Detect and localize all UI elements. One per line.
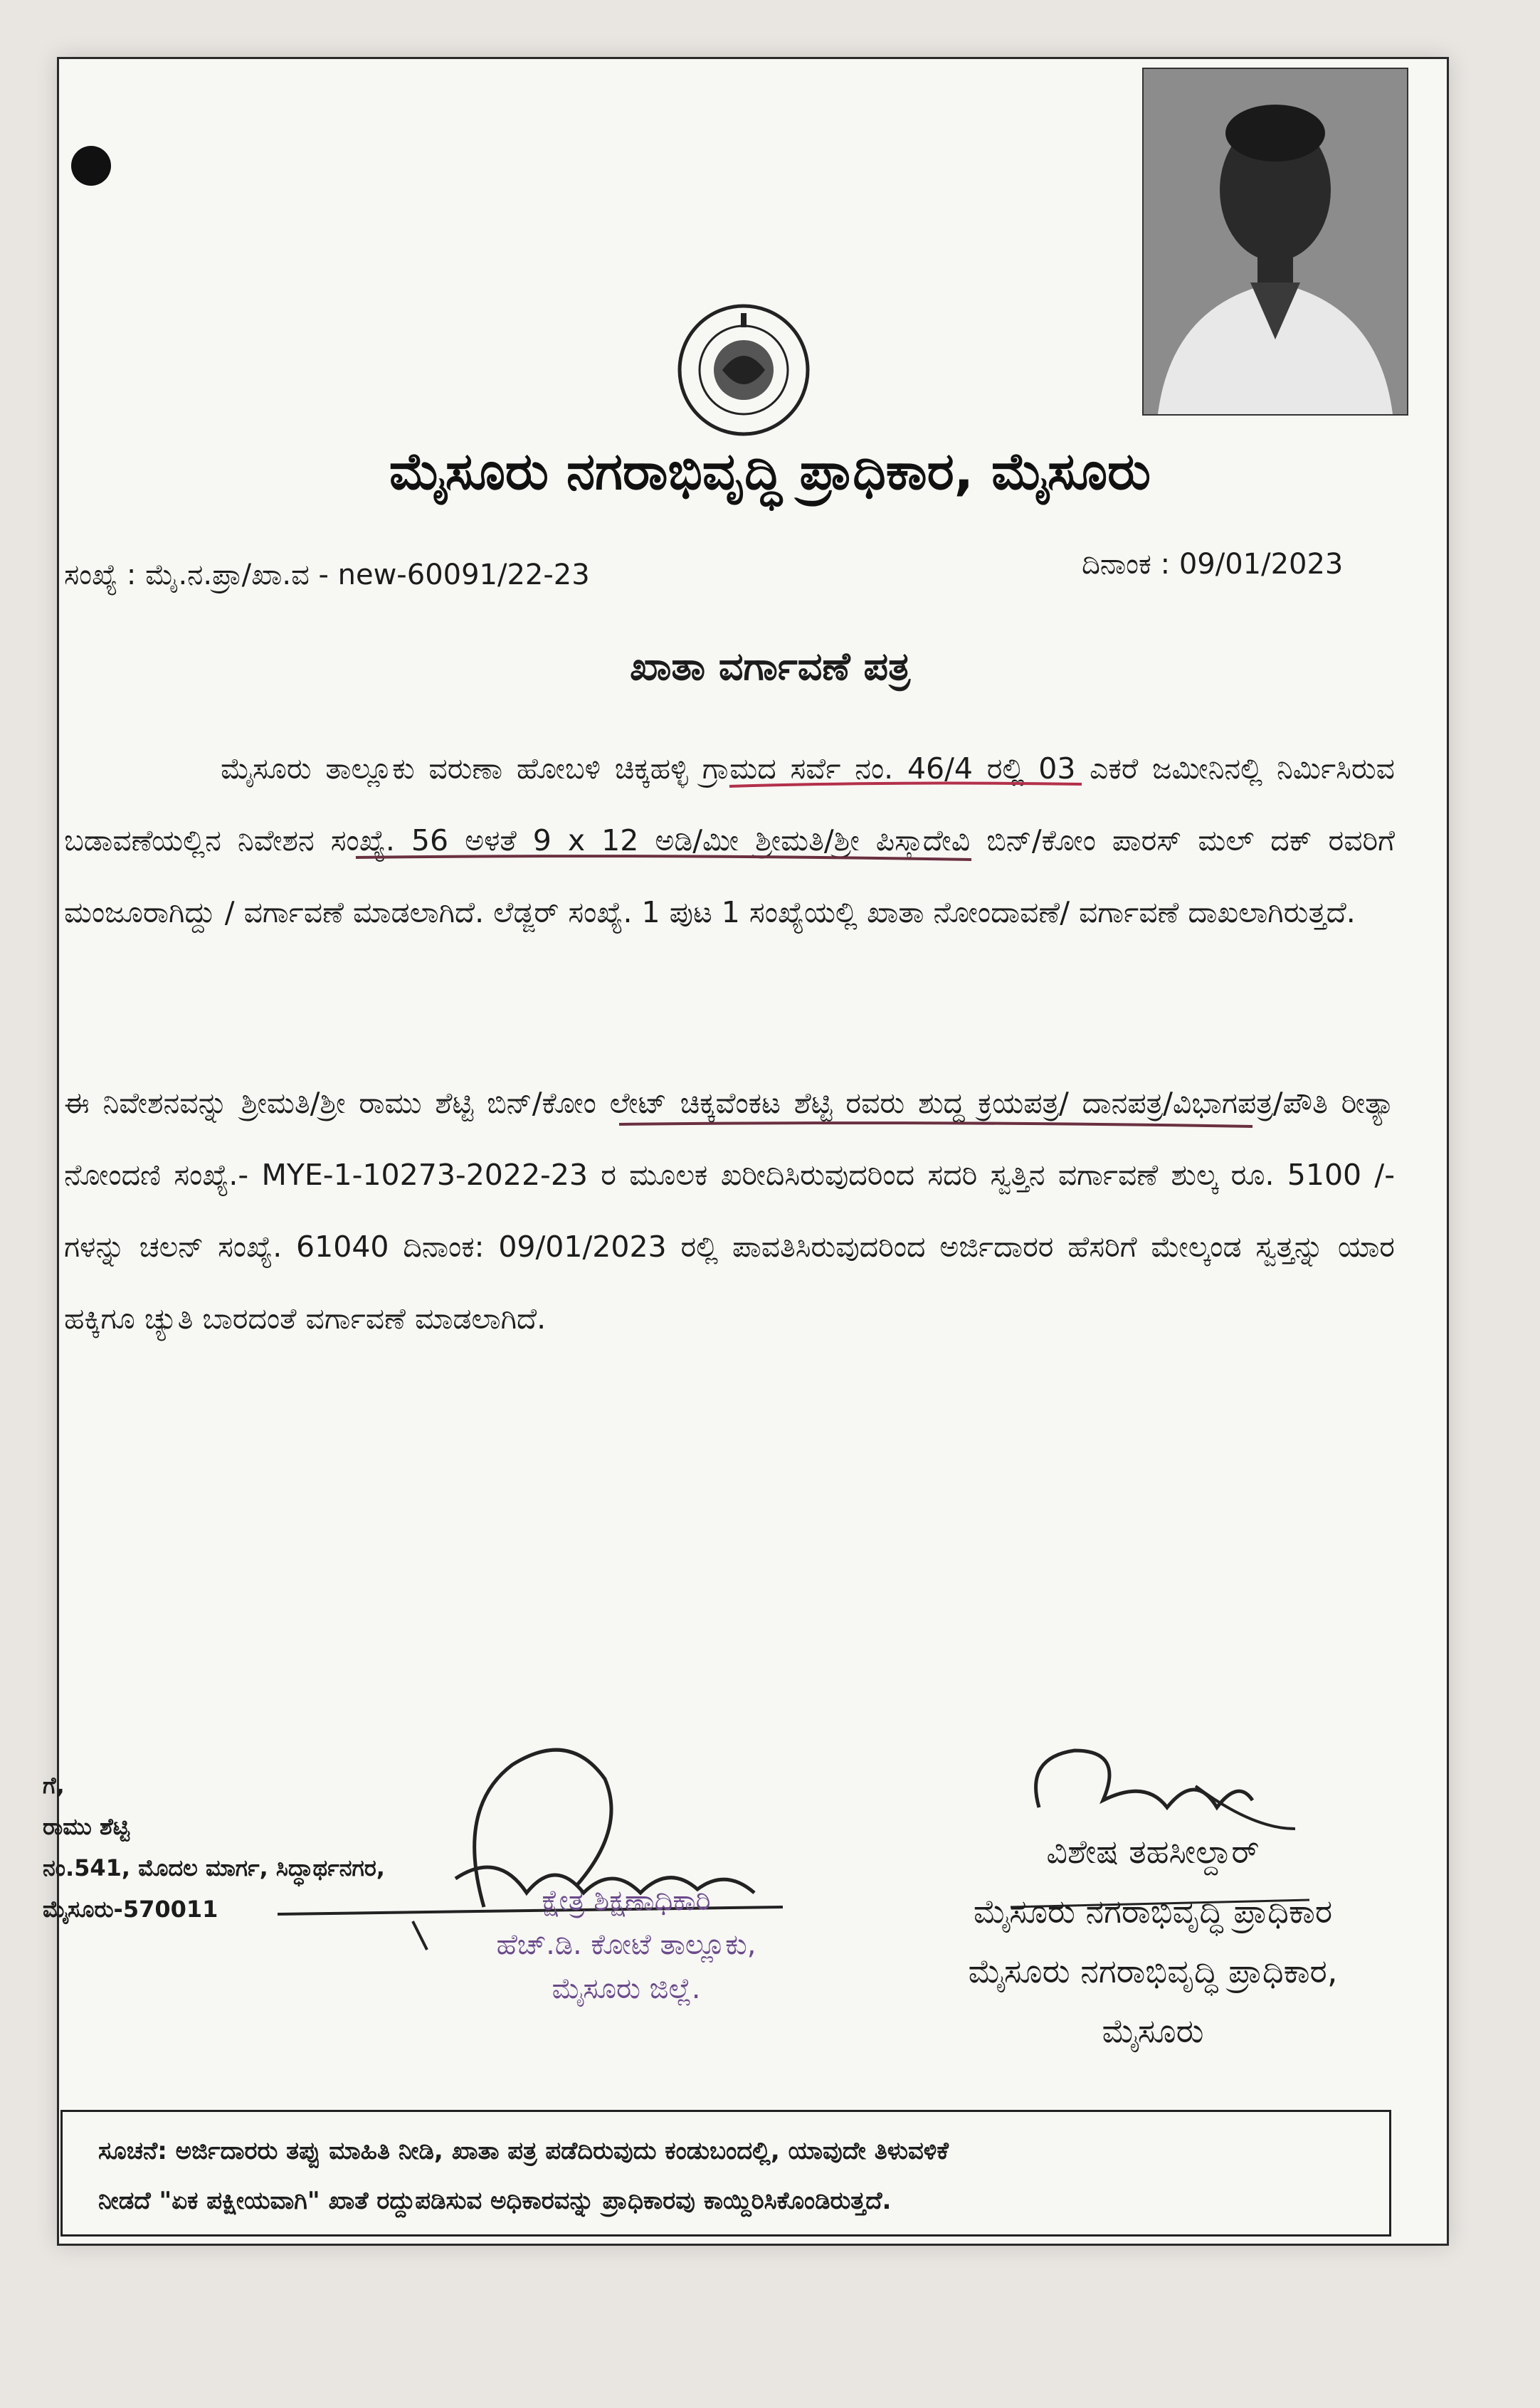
signing-authority: [897, 1822, 1409, 2061]
addressee-to: ಗೆ,: [43, 1772, 65, 1799]
stamp-line-1: ಕ್ಷೇತ್ರ ಶಿಕ್ಷಣಾಧಿಕಾರಿ: [542, 1884, 711, 1917]
sign-line-3: ಮೈಸೂರು ನಗರಾಭಿವೃದ್ಧಿ ಪ್ರಾಧಿಕಾರ,: [968, 1952, 1338, 1990]
addressee-address-line1: ನಂ.541, ಮೊದಲ ಮಾರ್ಗ, ಸಿದ್ಧಾರ್ಥನಗರ,: [43, 1854, 385, 1881]
stamp-line-2: ಹೆಚ್.ಡಿ. ಕೋಟೆ ತಾಲ್ಲೂಕು,: [496, 1928, 756, 1961]
issue-date: ದಿನಾಂಕ : 09/01/2023: [1082, 548, 1344, 581]
sign-line-2: ಮೈಸೂರು ನಗರಾಭಿವೃದ್ಧಿ ಪ್ರಾಧಿಕಾರ: [973, 1892, 1333, 1931]
sign-line-4: ಮೈಸೂರು: [1102, 2012, 1204, 2050]
notice-box: [60, 2110, 1391, 2237]
stamp-line-3: ಮೈಸೂರು ಜಿಲ್ಲೆ.: [552, 1973, 701, 2005]
body-paragraph-2: ಈ ನಿವೇಶನವನ್ನು ಶ್ರೀಮತಿ/ಶ್ರೀ ರಾಮು ಶೆಟ್ಟಿ ಬಿನ್/ಕೋಂ ಲೇಟ್ ಚಿಕ್ಕವೆಂಕಟ ಶೆಟ್ಟಿ ರವರು ಶುದ್ಧ ಕ್ರಯಪತ್ರ/ ದಾನಪತ್ರ/ವಿಭಾಗಪತ್ರ/ಪೌತಿ ರೀತ್ಯಾ ನೋಂದಣಿ ಸಂಖ್ಯೆ.- MYE-1-10273-2022-23 ರ ಮೂಲಕ ಖರೀದಿಸಿರುವುದರಿಂದ ಸದರಿ ಸ್ವತ್ತಿನ ವರ್ಗಾವಣೆ ಶುಲ್ಕ ರೂ. 5100 /- ಗಳನ್ನು ಚಲನ್ ಸಂಖ್ಯೆ. 61040 ದಿನಾಂಕ: 09/01/2023 ರಲ್ಲಿ ಪಾವತಿಸಿರುವುದರಿಂದ ಅರ್ಜಿದಾರರ ಹೆಸರಿಗೆ ಮೇಲ್ಕಂಡ ಸ್ವತ್ತನ್ನು ಯಾರ ಹಕ್ಕಿಗೂ ಚ್ಯುತಿ ಬಾರದಂತೆ ವರ್ಗಾವಣೆ ಮಾಡಲಾಗಿದೆ.: [64, 1086, 1395, 1336]
officer-stamp: [427, 1879, 826, 2011]
document-title: ಖಾತಾ ವರ್ಗಾವಣೆ ಪತ್ರ: [629, 644, 911, 689]
organization-title: ಮೈಸೂರು ನಗರಾಭಿವೃದ್ಧಿ ಪ್ರಾಧಿಕಾರ, ಮೈಸೂರು: [389, 441, 1151, 501]
sign-line-1: ವಿಶೇಷ ತಹಸೀಲ್ದಾರ್: [1046, 1832, 1260, 1871]
body-paragraph-1: ಮೈಸೂರು ತಾಲ್ಲೂಕು ವರುಣಾ ಹೋಬಳಿ ಚಿಕ್ಕಹಳ್ಳಿ ಗ್ರಾಮದ ಸರ್ವೆ ನಂ. 46/4 ರಲ್ಲಿ 03 ಎಕರೆ ಜಮೀನಿನಲ್ಲಿ ನಿರ್ಮಿಸಿರುವ ಬಡಾವಣೆಯಲ್ಲಿನ ನಿವೇಶನ ಸಂಖ್ಯೆ. 56 ಅಳತೆ 9 x 12 ಅಡಿ/ಮೀ ಶ್ರೀಮತಿ/ಶ್ರೀ ಪಿಸ್ತಾದೇವಿ ಬಿನ್/ಕೋಂ ಪಾರಸ್ ಮಲ್ ದಕ್ ರವರಿಗೆ ಮಂಜೂರಾಗಿದ್ದು / ವರ್ಗಾವಣೆ ಮಾಡಲಾಗಿದೆ. ಲೆಡ್ಜರ್ ಸಂಖ್ಯೆ. 1 ಪುಟ 1 ಸಂಖ್ಯೆಯಲ್ಲಿ ಖಾತಾ ನೋಂದಾವಣೆ/ ವರ್ಗಾವಣೆ ದಾಖಲಾಗಿರುತ್ತದೆ.: [64, 751, 1395, 929]
addressee-name: ರಾಮು ಶೆಟ್ಟಿ: [43, 1813, 130, 1840]
addressee-address-line2: ಮೈಸೂರು-570011: [43, 1896, 218, 1923]
notice-line-1: ಸೂಚನೆ: ಅರ್ಜಿದಾರರು ತಪ್ಪು ಮಾಹಿತಿ ನೀಡಿ, ಖಾತಾ ಪತ್ರ ಪಡೆದಿರುವುದು ಕಂಡುಬಂದಲ್ಲಿ, ಯಾವುದೇ ತಿಳುವಳಿಕೆ: [98, 2137, 949, 2165]
reference-number: ಸಂಖ್ಯೆ : ಮೈ.ನ.ಪ್ರಾ/ಖಾ.ವ - new-60091/22-23: [64, 559, 590, 591]
notice-line-2: ನೀಡದೆ "ಏಕ ಪಕ್ಷೀಯವಾಗಿ" ಖಾತೆ ರದ್ದುಪಡಿಸುವ ಅಧಿಕಾರವನ್ನು ಪ್ರಾಧಿಕಾರವು ಕಾಯ್ದಿರಿಸಿಕೊಂಡಿರುತ್ತದೆ.: [98, 2187, 892, 2215]
